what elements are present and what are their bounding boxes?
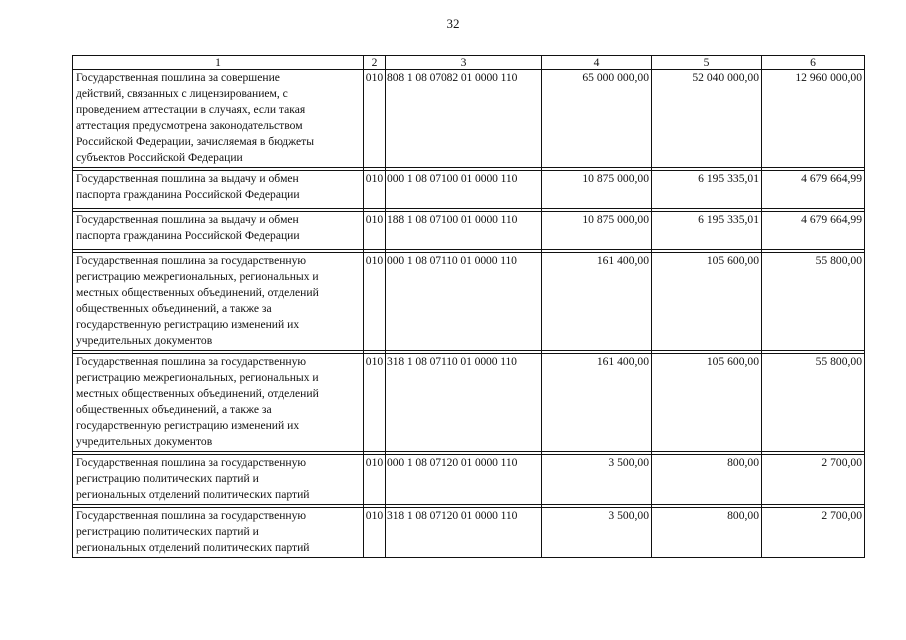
- row-description: [73, 354, 364, 452]
- description-line: учредительных документов: [76, 435, 213, 448]
- description-line: региональных отделений политических партий: [76, 488, 310, 501]
- row-line-code: 010: [364, 253, 386, 351]
- row-description: [73, 508, 364, 558]
- table-header-row: [73, 56, 865, 70]
- row-amount-executed: 52 040 000,00: [652, 70, 762, 168]
- description-line: аттестация предусмотрена законодательством: [76, 119, 303, 132]
- row-budget-code: 000 1 08 07110 01 0000 110: [386, 253, 542, 351]
- description-line: регистрацию межрегиональных, региональных и: [76, 270, 319, 283]
- description-line: Государственная пошлина за выдачу и обмен: [76, 213, 299, 226]
- description-line: Государственная пошлина за государственную: [76, 355, 307, 368]
- description-line: Государственная пошлина за государственную: [76, 456, 307, 469]
- row-amount-remaining: 4 679 664,99: [762, 212, 865, 250]
- description-line: местных общественных объединений, отделений: [76, 387, 319, 400]
- description-line: регистрацию политических партий и: [76, 472, 259, 485]
- description-line: общественных объединений, а также за: [76, 403, 272, 416]
- row-amount-executed: 6 195 335,01: [652, 171, 762, 209]
- description-line: государственную регистрацию изменений их: [76, 419, 300, 432]
- table-row: [73, 212, 865, 250]
- description-line: Российской Федерации, зачисляемая в бюджеты: [76, 135, 315, 148]
- row-budget-code: 188 1 08 07100 01 0000 110: [386, 212, 542, 250]
- row-amount-executed: 6 195 335,01: [652, 212, 762, 250]
- row-amount-approved: 3 500,00: [542, 508, 652, 558]
- row-amount-remaining: 4 679 664,99: [762, 171, 865, 209]
- description-line: местных общественных объединений, отделений: [76, 286, 319, 299]
- row-description: [73, 455, 364, 505]
- row-amount-approved: 10 875 000,00: [542, 171, 652, 209]
- header-col-6: 6: [762, 56, 865, 70]
- row-line-code: 010: [364, 212, 386, 250]
- row-description: [73, 212, 364, 250]
- description-line: региональных отделений политических партий: [76, 541, 310, 554]
- description-line: регистрацию политических партий и: [76, 525, 259, 538]
- page-number: 32: [446, 16, 460, 31]
- row-amount-remaining: 55 800,00: [762, 354, 865, 452]
- row-line-code: 010: [364, 455, 386, 505]
- row-line-code: 010: [364, 354, 386, 452]
- description-line: паспорта гражданина Российской Федерации: [76, 229, 300, 242]
- description-line: Государственная пошлина за государственную: [76, 254, 307, 267]
- row-description: [73, 253, 364, 351]
- row-amount-approved: 10 875 000,00: [542, 212, 652, 250]
- table-row: [73, 70, 865, 168]
- table-body: [73, 70, 865, 558]
- row-amount-remaining: 2 700,00: [762, 455, 865, 505]
- revenue-table: [72, 55, 865, 558]
- header-col-3: 3: [386, 56, 542, 70]
- row-amount-remaining: 12 960 000,00: [762, 70, 865, 168]
- header-col-4: 4: [542, 56, 652, 70]
- description-line: проведением аттестации в случаях, если такая: [76, 103, 306, 116]
- row-amount-approved: 3 500,00: [542, 455, 652, 505]
- row-budget-code: 000 1 08 07100 01 0000 110: [386, 171, 542, 209]
- table-row: [73, 253, 865, 351]
- row-amount-approved: 65 000 000,00: [542, 70, 652, 168]
- row-description: [73, 171, 364, 209]
- table-row: [73, 354, 865, 452]
- row-amount-executed: 800,00: [652, 508, 762, 558]
- table-row: [73, 171, 865, 209]
- table-row: [73, 455, 865, 505]
- row-budget-code: 000 1 08 07120 01 0000 110: [386, 455, 542, 505]
- description-line: государственную регистрацию изменений их: [76, 318, 300, 331]
- row-amount-approved: 161 400,00: [542, 354, 652, 452]
- description-line: Государственная пошлина за государственную: [76, 509, 307, 522]
- row-amount-executed: 105 600,00: [652, 253, 762, 351]
- row-budget-code: 318 1 08 07120 01 0000 110: [386, 508, 542, 558]
- description-line: паспорта гражданина Российской Федерации: [76, 188, 300, 201]
- header-col-2: 2: [364, 56, 386, 70]
- description-line: действий, связанных с лицензированием, с: [76, 87, 288, 100]
- header-col-5: 5: [652, 56, 762, 70]
- row-budget-code: 318 1 08 07110 01 0000 110: [386, 354, 542, 452]
- description-line: общественных объединений, а также за: [76, 302, 272, 315]
- row-line-code: 010: [364, 508, 386, 558]
- description-line: Государственная пошлина за выдачу и обмен: [76, 172, 299, 185]
- table-row: [73, 508, 865, 558]
- description-line: субъектов Российской Федерации: [76, 151, 243, 164]
- row-amount-executed: 105 600,00: [652, 354, 762, 452]
- row-budget-code: 808 1 08 07082 01 0000 110: [386, 70, 542, 168]
- row-line-code: 010: [364, 171, 386, 209]
- row-amount-remaining: 55 800,00: [762, 253, 865, 351]
- row-amount-remaining: 2 700,00: [762, 508, 865, 558]
- header-col-1: 1: [73, 56, 364, 70]
- description-line: Государственная пошлина за совершение: [76, 71, 280, 84]
- row-amount-approved: 161 400,00: [542, 253, 652, 351]
- row-line-code: 010: [364, 70, 386, 168]
- row-description: [73, 70, 364, 168]
- description-line: учредительных документов: [76, 334, 213, 347]
- row-amount-executed: 800,00: [652, 455, 762, 505]
- description-line: регистрацию межрегиональных, региональных и: [76, 371, 319, 384]
